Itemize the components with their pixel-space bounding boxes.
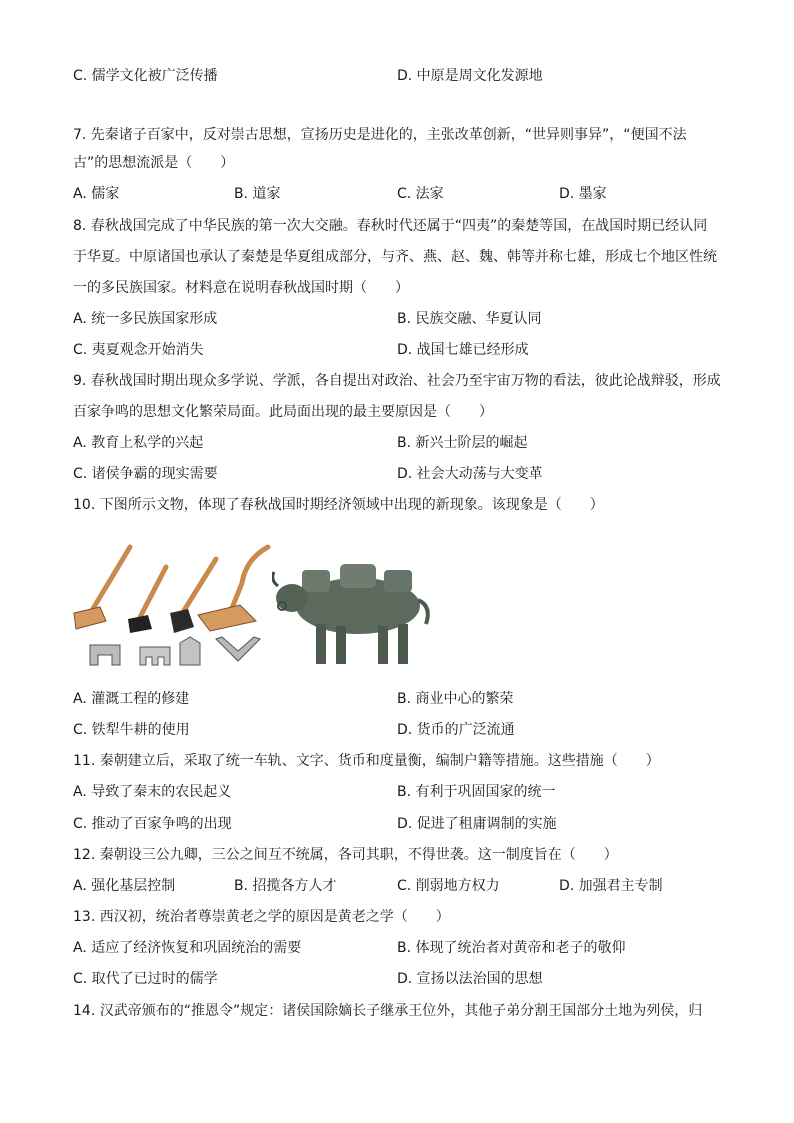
- q8-option-d: D. 战国七雄已经形成: [397, 342, 529, 358]
- q9-option-d: D. 社会大动荡与大变革: [397, 466, 543, 482]
- option-c: C. 儒学文化被广泛传播: [73, 68, 218, 84]
- q11-option-b: B. 有利于巩固国家的统一: [397, 784, 556, 800]
- q7-option-d: D. 墨家: [559, 186, 607, 202]
- q13-option-d: D. 宣扬以法治国的思想: [397, 971, 543, 987]
- bronze-ox-vessel-figure: [272, 552, 438, 672]
- question-7-line-2: 古”的思想流派是（ ）: [73, 155, 235, 171]
- q9-option-c: C. 诸侯争霸的现实需要: [73, 466, 218, 482]
- q8-option-b: B. 民族交融、华夏认同: [397, 311, 542, 327]
- q8-option-a: A. 统一多民族国家形成: [73, 311, 218, 327]
- question-8-line-3: 一的多民族国家。材料意在说明春秋战国时期（ ）: [73, 280, 409, 296]
- question-8-line-1: 8. 春秋战国完成了中华民族的第一次大交融。春秋时代还属于“四夷”的秦楚等国，在战国时期已经认同: [73, 218, 708, 234]
- q10-option-a: A. 灌溉工程的修建: [73, 691, 190, 707]
- option-d: D. 中原是周文化发源地: [397, 68, 543, 84]
- q12-option-b: B. 招揽各方人才: [234, 878, 337, 894]
- question-9-line-1: 9. 春秋战国时期出现众多学说、学派，各自提出对政治、社会乃至宇宙万物的看法，彼此论战辩驳，形成: [73, 373, 721, 389]
- question-7-line-1: 7. 先秦诸子百家中，反对崇古思想，宣扬历史是进化的，主张改革创新，“世异则事异”，“便国不法: [73, 127, 687, 143]
- q10-option-c: C. 铁犁牛耕的使用: [73, 722, 190, 738]
- q13-option-b: B. 体现了统治者对黄帝和老子的敬仰: [397, 940, 626, 956]
- question-12-line-1: 12. 秦朝设三公九卿，三公之间互不统属，各司其职，不得世袭。这一制度旨在（ ）: [73, 847, 618, 863]
- q8-option-c: C. 夷夏观念开始消失: [73, 342, 204, 358]
- q11-option-a: A. 导致了秦末的农民起义: [73, 784, 232, 800]
- q12-option-d: D. 加强君主专制: [559, 878, 663, 894]
- q11-option-d: D. 促进了租庸调制的实施: [397, 816, 557, 832]
- q7-option-c: C. 法家: [397, 186, 444, 202]
- q12-option-a: A. 强化基层控制: [73, 878, 176, 894]
- q11-option-c: C. 推动了百家争鸣的出现: [73, 816, 232, 832]
- question-13-line-1: 13. 西汉初，统治者尊崇黄老之学的原因是黄老之学（ ）: [73, 909, 450, 925]
- question-8-line-2: 于华夏。中原诸国也承认了秦楚是华夏组成部分，与齐、燕、赵、魏、韩等并称七雄，形成七个地区性统: [73, 249, 717, 265]
- question-11-line-1: 11. 秦朝建立后，采取了统一车轨、文字、货币和度量衡，编制户籍等措施。这些措施（ ）: [73, 753, 660, 769]
- q9-option-b: B. 新兴士阶层的崛起: [397, 435, 528, 451]
- q13-option-a: A. 适应了经济恢复和巩固统治的需要: [73, 940, 302, 956]
- q7-option-b: B. 道家: [234, 186, 281, 202]
- q10-option-d: D. 货币的广泛流通: [397, 722, 515, 738]
- q9-option-a: A. 教育上私学的兴起: [73, 435, 204, 451]
- question-10-line-1: 10. 下图所示文物，体现了春秋战国时期经济领域中出现的新现象。该现象是（ ）: [73, 497, 604, 513]
- question-9-line-2: 百家争鸣的思想文化繁荣局面。此局面出现的最主要原因是（ ）: [73, 404, 493, 420]
- q10-option-b: B. 商业中心的繁荣: [397, 691, 514, 707]
- q12-option-c: C. 削弱地方权力: [397, 878, 500, 894]
- q7-option-a: A. 儒家: [73, 186, 120, 202]
- iron-farm-tools-figure: [70, 543, 274, 671]
- question-14-line-1: 14. 汉武帝颁布的“推恩令”规定：诸侯国除嫡长子继承王位外，其他子弟分割王国部分土地为列侯，归: [73, 1003, 703, 1019]
- q13-option-c: C. 取代了已过时的儒学: [73, 971, 218, 987]
